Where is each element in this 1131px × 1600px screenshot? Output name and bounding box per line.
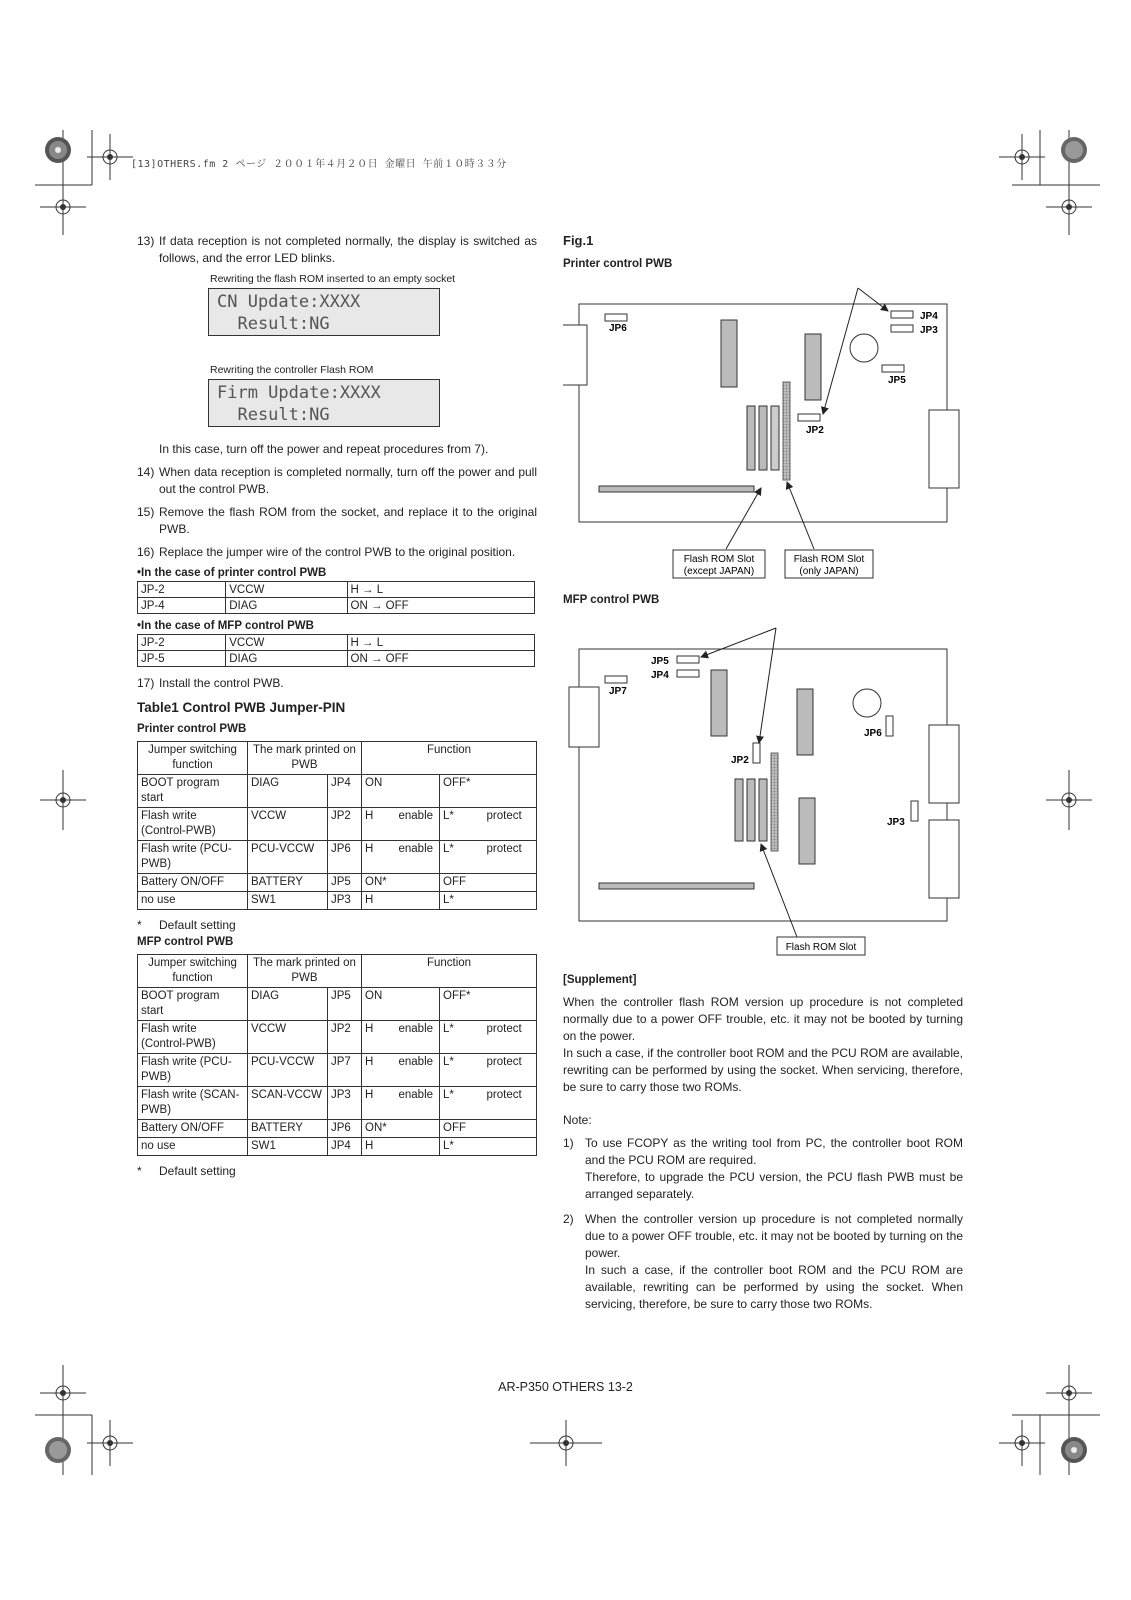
- table-row: [138, 874, 537, 892]
- step-14: [137, 464, 537, 498]
- table-cell: enable: [396, 841, 440, 874]
- table-cell: ON: [362, 988, 396, 1021]
- flash-rom-slot: [783, 382, 790, 480]
- table-cell: [396, 1120, 440, 1138]
- jp7-label: JP7: [609, 686, 627, 697]
- table-cell: DIAG: [226, 651, 347, 667]
- jp3-label: JP3: [887, 817, 905, 828]
- table-cell: [484, 988, 537, 1021]
- table-cell: [396, 1138, 440, 1156]
- slot-bar: [599, 883, 754, 889]
- table-cell: [396, 988, 440, 1021]
- jumper: [798, 414, 820, 421]
- jumper: [753, 743, 760, 763]
- table-cell: JP6: [328, 841, 362, 874]
- table-cell: JP2: [328, 808, 362, 841]
- mfp-table-title: MFP control PWB: [137, 936, 234, 948]
- chip: [711, 670, 727, 736]
- step-number: 14): [137, 465, 155, 479]
- chip: [747, 779, 755, 841]
- table-header: Function: [362, 742, 537, 775]
- note-item: [563, 1211, 963, 1313]
- table-header: Jumper switching function: [138, 742, 248, 775]
- jumper: [677, 656, 699, 663]
- table-cell: no use: [138, 1138, 248, 1156]
- table-cell: ON*: [362, 1120, 396, 1138]
- mfp-pwb-diagram: [563, 610, 963, 960]
- mfp-figure-title: MFP control PWB: [563, 594, 660, 606]
- table-cell: enable: [396, 1087, 440, 1120]
- table-cell: protect: [484, 808, 537, 841]
- table-cell: L*: [440, 892, 484, 910]
- table-cell: [484, 775, 537, 808]
- table-cell: L*: [440, 1054, 484, 1087]
- table-cell: H: [362, 1087, 396, 1120]
- table-row: [138, 1120, 537, 1138]
- table-cell: Flash write (Control-PWB): [138, 1021, 248, 1054]
- connector: [929, 725, 959, 803]
- step-text: Replace the jumper wire of the control PWB to the original position.: [159, 545, 516, 559]
- note-number: 2): [563, 1212, 574, 1226]
- table-cell: protect: [484, 1021, 537, 1054]
- jp4-label: JP4: [651, 670, 669, 681]
- table-cell: Flash write (PCU-PWB): [138, 1054, 248, 1087]
- table-cell: JP3: [328, 1087, 362, 1120]
- table-cell: JP5: [328, 874, 362, 892]
- file-header-line: [13]OTHERS.fm 2 ページ ２００１年４月２０日 金曜日 午前１０時３３分: [131, 159, 507, 170]
- slot-label: Flash ROM Slot: [785, 942, 857, 953]
- jumper: [882, 365, 904, 372]
- table-cell: JP-2: [138, 582, 226, 598]
- table-cell: protect: [484, 841, 537, 874]
- step-17: [137, 675, 537, 692]
- table-row: [138, 582, 535, 598]
- jumper: [605, 676, 627, 683]
- step-text: When data reception is completed normally, turn off the power and pull out the control PWB.: [159, 465, 537, 496]
- jp6-label: JP6: [609, 323, 627, 334]
- table-cell: H → L: [347, 582, 535, 598]
- table-cell: OFF*: [440, 775, 484, 808]
- chip: [735, 779, 743, 841]
- jumper: [891, 311, 913, 318]
- jp3-label: JP3: [920, 325, 938, 336]
- table-cell: [484, 892, 537, 910]
- table-cell: PCU-VCCW: [248, 1054, 328, 1087]
- table-cell: [484, 1120, 537, 1138]
- jumper: [891, 325, 913, 332]
- table-cell: ON*: [362, 874, 396, 892]
- table-cell: JP4: [328, 775, 362, 808]
- lcd-display: [208, 379, 440, 427]
- table-cell: OFF*: [440, 988, 484, 1021]
- slot1-label-line2: (except JAPAN): [683, 566, 755, 577]
- note-text: To use FCOPY as the writing tool from PC, the controller boot ROM and the PCU ROM are required.: [585, 1136, 963, 1167]
- step-text: Install the control PWB.: [159, 676, 284, 690]
- right-column: [563, 233, 963, 1319]
- supplement-heading: [Supplement]: [563, 974, 637, 986]
- note-number: 1): [563, 1136, 574, 1150]
- table-header: The mark printed on PWB: [248, 955, 362, 988]
- table-cell: [396, 775, 440, 808]
- note-text: Default setting: [159, 918, 236, 932]
- step-number: 16): [137, 545, 155, 559]
- table-cell: [484, 874, 537, 892]
- table-cell: H: [362, 1054, 396, 1087]
- default-setting-note: [137, 1164, 537, 1178]
- mfp-case-table: [137, 634, 535, 667]
- table-cell: VCCW: [226, 582, 347, 598]
- step-number: 13): [137, 234, 155, 248]
- connector: [563, 325, 587, 385]
- table-cell: DIAG: [226, 598, 347, 614]
- jp2-label: JP2: [731, 755, 749, 766]
- jp5-label: JP5: [651, 656, 669, 667]
- jumper: [605, 314, 627, 321]
- table-cell: no use: [138, 892, 248, 910]
- figure-title: Fig.1: [563, 233, 594, 248]
- slot1-label-line1: Flash ROM Slot: [683, 554, 755, 565]
- table-cell: Battery ON/OFF: [138, 874, 248, 892]
- table-cell: Flash write (PCU-PWB): [138, 841, 248, 874]
- lcd-display: [208, 288, 440, 336]
- table-row: [138, 1054, 537, 1087]
- table-cell: JP-4: [138, 598, 226, 614]
- note-heading: Note:: [563, 1113, 592, 1127]
- table-cell: SW1: [248, 1138, 328, 1156]
- note-star: *: [137, 918, 142, 932]
- note-star: *: [137, 1164, 142, 1178]
- table-cell: SW1: [248, 892, 328, 910]
- chip: [721, 320, 737, 387]
- table-header-row: [138, 742, 537, 775]
- lcd-line: CN Update:XXXX: [217, 292, 361, 312]
- chip: [799, 798, 815, 864]
- table-cell: VCCW: [248, 1021, 328, 1054]
- jp5-label: JP5: [888, 375, 906, 386]
- slot2-label-line2: (only JAPAN): [799, 566, 859, 577]
- left-column: [137, 233, 537, 1182]
- table-cell: Flash write (Control-PWB): [138, 808, 248, 841]
- lcd-line: Result:NG: [217, 405, 330, 425]
- repeat-instruction: In this case, turn off the power and repeat procedures from 7).: [159, 442, 489, 456]
- table-cell: JP6: [328, 1120, 362, 1138]
- page-footer: AR-P350 OTHERS 13-2: [498, 1380, 633, 1394]
- chip: [805, 334, 821, 400]
- jumper: [911, 801, 918, 821]
- table-cell: L*: [440, 841, 484, 874]
- table-cell: JP-2: [138, 635, 226, 651]
- printer-jumper-table: [137, 741, 537, 910]
- step-13: [137, 233, 537, 267]
- table-cell: SCAN-VCCW: [248, 1087, 328, 1120]
- note-text: Default setting: [159, 1164, 236, 1178]
- table-cell: [396, 892, 440, 910]
- table-cell: DIAG: [248, 988, 328, 1021]
- table-cell: JP3: [328, 892, 362, 910]
- mfp-jumper-table: [137, 954, 537, 1156]
- table-cell: OFF: [440, 874, 484, 892]
- printer-case-table: [137, 581, 535, 614]
- table-row: [138, 598, 535, 614]
- step-number: 17): [137, 676, 155, 690]
- table1-title: Table1 Control PWB Jumper-PIN: [137, 700, 346, 715]
- connector: [929, 410, 959, 488]
- default-setting-note: [137, 918, 537, 932]
- table-cell: JP-5: [138, 651, 226, 667]
- lcd-label: Rewriting the flash ROM inserted to an empty socket: [210, 273, 456, 285]
- slot2-label-line1: Flash ROM Slot: [793, 554, 865, 565]
- table-row: [138, 635, 535, 651]
- table-cell: protect: [484, 1087, 537, 1120]
- table-cell: JP2: [328, 1021, 362, 1054]
- chip: [747, 406, 755, 470]
- table-cell: H: [362, 892, 396, 910]
- note-text: When the controller version up procedure is not completed normally due to a power OFF trouble, etc. it may not be booted by turning on the power.: [585, 1212, 963, 1260]
- step-number: 15): [137, 505, 155, 519]
- table-cell: ON: [362, 775, 396, 808]
- table-cell: Battery ON/OFF: [138, 1120, 248, 1138]
- table-cell: JP5: [328, 988, 362, 1021]
- printer-pwb-diagram: [563, 276, 963, 586]
- jumper: [886, 716, 893, 736]
- printer-figure-title: Printer control PWB: [563, 258, 673, 270]
- table-cell: H: [362, 1021, 396, 1054]
- lcd-line: Result:NG: [217, 314, 330, 334]
- table-cell: L*: [440, 808, 484, 841]
- table-row: [138, 841, 537, 874]
- printer-case-heading: •In the case of printer control PWB: [137, 567, 327, 579]
- table-cell: BATTERY: [248, 874, 328, 892]
- table-cell: JP7: [328, 1054, 362, 1087]
- table-row: [138, 988, 537, 1021]
- jumper: [677, 670, 699, 677]
- table-cell: VCCW: [226, 635, 347, 651]
- table-header: Jumper switching function: [138, 955, 248, 988]
- mfp-case-heading: •In the case of MFP control PWB: [137, 620, 314, 632]
- table-cell: L*: [440, 1021, 484, 1054]
- table-cell: [396, 874, 440, 892]
- slot-bar: [599, 486, 754, 492]
- table-cell: PCU-VCCW: [248, 841, 328, 874]
- jp2-label: JP2: [806, 425, 824, 436]
- chip: [759, 779, 767, 841]
- supplement-paragraph: When the controller flash ROM version up procedure is not completed normally due to a power OFF trouble, etc. it may not be booted by turning on the power.: [563, 995, 963, 1043]
- table-row: [138, 775, 537, 808]
- table-cell: ON → OFF: [347, 598, 535, 614]
- table-cell: H: [362, 1138, 396, 1156]
- lcd-line: Firm Update:XXXX: [217, 383, 381, 403]
- table-cell: enable: [396, 1021, 440, 1054]
- flash-rom-slot: [771, 753, 778, 851]
- note-text: In such a case, if the controller boot ROM and the PCU ROM are available, rewriting can be performed by using the socket. When servicing, therefore, be sure to carry those two ROMs.: [585, 1263, 963, 1311]
- note-text: Therefore, to upgrade the PCU version, the PCU flash PWB must be arranged separately.: [585, 1170, 963, 1201]
- lcd-label: Rewriting the controller Flash ROM: [210, 364, 374, 376]
- table-cell: L*: [440, 1138, 484, 1156]
- table-cell: DIAG: [248, 775, 328, 808]
- table-header: The mark printed on PWB: [248, 742, 362, 775]
- note-item: [563, 1135, 963, 1203]
- table-cell: Flash write (SCAN-PWB): [138, 1087, 248, 1120]
- table-row: [138, 808, 537, 841]
- table-cell: BATTERY: [248, 1120, 328, 1138]
- chip: [759, 406, 767, 470]
- table-row: [138, 651, 535, 667]
- jp6-label: JP6: [864, 728, 882, 739]
- table-cell: OFF: [440, 1120, 484, 1138]
- table-cell: H: [362, 841, 396, 874]
- jp4-label: JP4: [920, 311, 938, 322]
- table-row: [138, 1138, 537, 1156]
- battery: [853, 689, 881, 717]
- chip: [771, 406, 779, 470]
- table-cell: JP4: [328, 1138, 362, 1156]
- step-text: If data reception is not completed normally, the display is switched as follows, and the error LED blinks.: [159, 234, 537, 265]
- table-header: Function: [362, 955, 537, 988]
- table-cell: L*: [440, 1087, 484, 1120]
- battery: [850, 334, 878, 362]
- table-cell: H: [362, 808, 396, 841]
- table-cell: BOOT program start: [138, 988, 248, 1021]
- connector: [929, 820, 959, 898]
- table-cell: protect: [484, 1054, 537, 1087]
- step-text: Remove the flash ROM from the socket, and replace it to the original PWB.: [159, 505, 537, 536]
- table-cell: enable: [396, 808, 440, 841]
- step-15: [137, 504, 537, 538]
- table-cell: enable: [396, 1054, 440, 1087]
- table-header-row: [138, 955, 537, 988]
- table-row: [138, 1021, 537, 1054]
- step-16: [137, 544, 537, 561]
- chip: [797, 689, 813, 755]
- connector: [569, 687, 599, 747]
- table-row: [138, 892, 537, 910]
- table-cell: BOOT program start: [138, 775, 248, 808]
- table-cell: [484, 1138, 537, 1156]
- table-cell: ON → OFF: [347, 651, 535, 667]
- table-row: [138, 1087, 537, 1120]
- table-cell: H → L: [347, 635, 535, 651]
- supplement-paragraph: In such a case, if the controller boot ROM and the PCU ROM are available, rewriting can be performed by using the socket. When servicing, therefore, be sure to carry those two ROMs.: [563, 1046, 963, 1094]
- printer-table-title: Printer control PWB: [137, 723, 247, 735]
- table-cell: VCCW: [248, 808, 328, 841]
